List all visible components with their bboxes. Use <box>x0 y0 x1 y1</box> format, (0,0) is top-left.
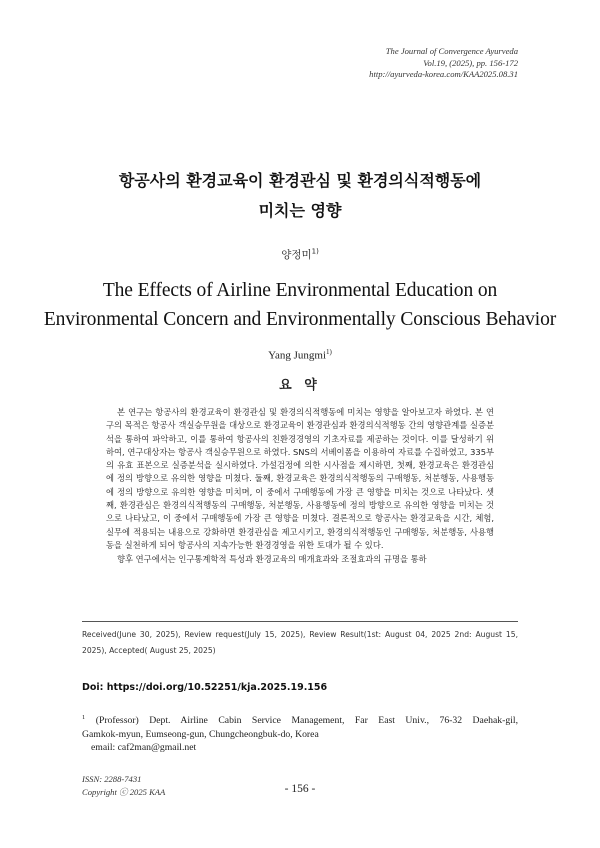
author-affiliation <box>82 711 518 755</box>
journal-name: The Journal of Convergence Ayurveda <box>385 46 518 56</box>
footer-copyright: Copyright ⓒ 2025 KAA <box>82 787 166 797</box>
author-english-name: Yang Jungmi <box>268 349 327 362</box>
english-title-line-2: Environmental Concern and Environmentally Conscious Behavior <box>43 309 557 330</box>
abstract-heading: 요 약 <box>279 378 321 393</box>
journal-volume: Vol.19, (2025), pp. 156-172 <box>423 57 518 68</box>
affiliation-mark: 1 <box>82 714 86 721</box>
author-korean <box>0 247 600 262</box>
korean-title-line-2: 미치는 영향 <box>258 201 342 220</box>
author-english-footnote-mark: 1) <box>326 348 332 356</box>
doi-link[interactable]: Doi: https://doi.org/10.52251/kja.2025.19.156 <box>82 682 328 693</box>
abstract-paragraph-1: 본 연구는 항공사의 환경교육이 환경관심 및 환경의식적행동에 미치는 영향을 알아보고자 하였다. 본 연구의 목적은 항공사 객실승무원을 대상으로 환경교육이 환경관심과 환경의식적행동 간의 영향관계를 실증분석을 통하여 파악하고, 이를 통하여 항공사의 친환경경영의 기초자료를 제공하는 것이다. 이를 달성하기 위하여, 연구대상자는 항공사 객실승무원으로 하였다. SNS의 서베이폼을 이용하여 자료를 수집하였고, 335부의 유효 표본으로 실증분석을 실시하였다. 가설검정에 의한 시사점을 제시하면, 첫째, 환경교육은 환경관심에 정의 방향으로 유의한 영향을 미쳤다. 둘째, 환경교육은 환경의식적행동의 구매행동, 처분행동, 사용행동에 정의 방향으로 유의한 영향을 미치며, 이 중에서 구매행동에 가장 큰 영향을 미치는 것으로 나타났다. 셋째, 환경관심은 환경의식적행동의 구매행동, 처분행동, 사용행동에 정의 방향으로 유의한 영향을 미치는 것으로 나타났고, 이 중에서 구매행동에 가장 큰 영향을 미쳤다. 결론적으로 항공사는 환경교육을 시간, 체험, 실무에 적용되는 내용으로 강화하면 환경관심을 제고시키고, 환경의식적행동인 구매행동, 처분행동, 사용행동을 실천하게 되어 항공사의 지속가능한 환경경영을 위한 토대가 될 수 있다. <box>106 407 495 550</box>
korean-title-line-1: 항공사의 환경교육이 환경관심 및 환경의식적행동에 <box>118 171 482 190</box>
author-korean-name: 양정미 <box>281 249 312 261</box>
affiliation-line-1: $^1$ (Professor) Dept. Airline Cabin Service Management, Far East Univ., 76-32 Daehak-gil, <box>82 714 519 727</box>
page-number: - 156 - <box>284 783 316 795</box>
journal-url[interactable]: http://ayurveda-korea.com/KAA2025.08.31 <box>369 69 518 79</box>
abstract-body <box>106 406 494 567</box>
received-dates: Received(June 30, 2025), Review request(July 15, 2025), Review Result(1st: August 04, 2025 2nd: August 15, 2025), Accepted( August 25, 2025) <box>82 630 518 655</box>
footnote-divider <box>82 621 518 622</box>
journal-header <box>369 46 518 81</box>
affiliation-email[interactable]: email: caf2man@gmail.net <box>91 742 197 754</box>
footer-issn: ISSN: 2288-7431 <box>82 774 142 784</box>
english-title-line-1: The Effects of Airline Environmental Education on <box>102 280 498 301</box>
affiliation-line-2: Gamkok-myun, Eumseong-gun, Chungcheongbuk-do, Korea <box>82 728 319 740</box>
abstract-paragraph-2: 향후 연구에서는 인구통계학적 특성과 환경교육의 매개효과와 조절효과의 규명을 통하 <box>117 554 427 565</box>
author-korean-footnote-mark: 1) <box>311 247 319 256</box>
author-english <box>0 348 600 362</box>
